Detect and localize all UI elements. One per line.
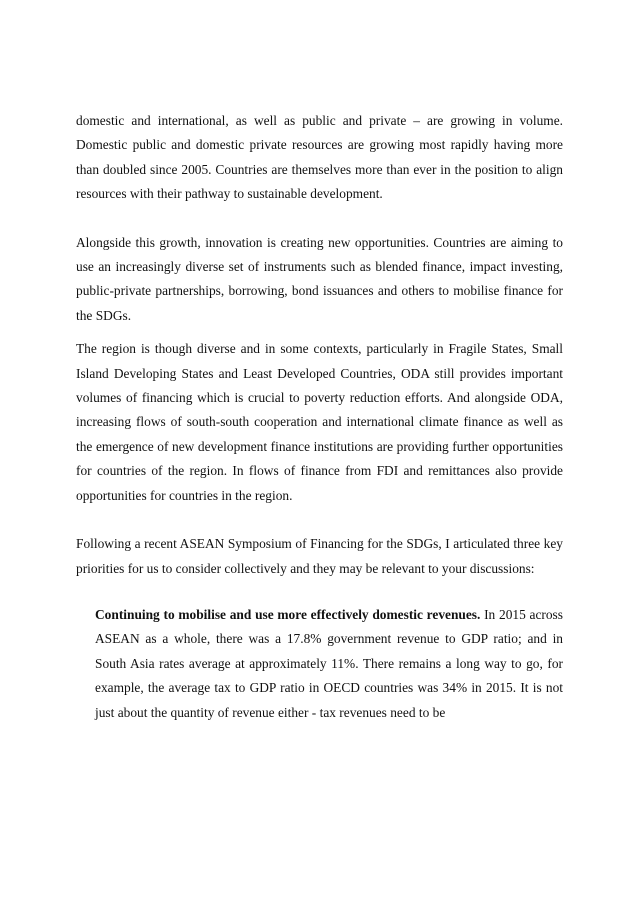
paragraph-resources-growth: domestic and international, as well as public and private – are growing in volume. Domestic public and domestic private resources are growing most rapidly having more than doubled since 2005. Countries are themselves more than ever in the position to align resources with their pathway to sustainable development. <box>76 113 563 202</box>
priority-title: Continuing to mobilise and use more effectively domestic revenues. <box>95 606 481 622</box>
priority-domestic-revenues <box>95 603 563 725</box>
paragraph-innovation: Alongside this growth, innovation is creating new opportunities. Countries are aiming to use an increasingly diverse set of instruments such as blended finance, impact investing, public-private partnerships, borrowing, bond issuances and others to mobilise finance for the SDGs. <box>76 234 563 323</box>
document-body <box>76 109 563 725</box>
paragraph-asean-symposium: Following a recent ASEAN Symposium of Financing for the SDGs, I articulated three key priorities for us to consider collectively and they may be relevant to your discussions: <box>76 536 563 576</box>
paragraph-region-diversity: The region is though diverse and in some contexts, particularly in Fragile States, Small Island Developing States and Least Developed Countries, ODA still provides important volumes of financing which is crucial to poverty reduction efforts. And alongside ODA, increasing flows of south-south cooperation and international climate finance as well as the emergence of new development finance institutions are providing further opportunities for countries of the region. In flows of finance from FDI and remittances also provide opportunities for countries in the region. <box>76 341 563 503</box>
priority-text: In 2015 across ASEAN as a whole, there was a 17.8% government revenue to GDP ratio; and in South Asia rates average at approximately 11%. There remains a long way to go, for example, the average tax to GDP ratio in OECD countries was 34% in 2015. It is not just about the quantity of revenue either - tax revenues need to be <box>95 606 563 720</box>
